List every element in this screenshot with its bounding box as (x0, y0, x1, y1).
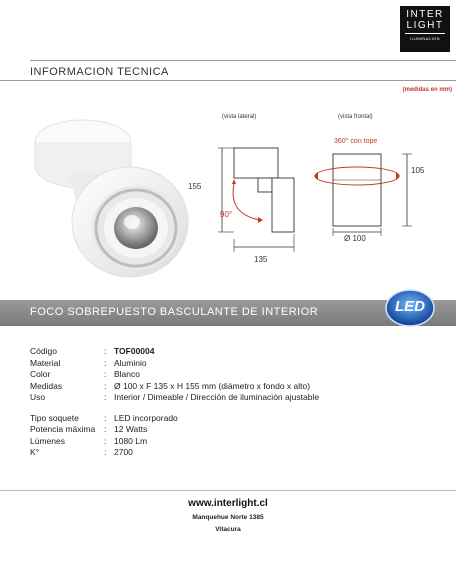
dim-rotation: 360° con tope (334, 138, 378, 145)
spec-separator: : (104, 392, 107, 402)
product-title: FOCO SOBREPUESTO BASCULANTE DE INTERIOR (30, 306, 319, 318)
top-divider (30, 60, 456, 61)
footer-address-line1: Manquehue Norte 1385 (192, 514, 264, 521)
measures-note: (medidas en mm) (402, 87, 452, 93)
led-badge-text: LED (395, 298, 425, 315)
product-photo (28, 104, 198, 284)
spec-separator: : (104, 357, 107, 368)
spec-key: K° (30, 447, 40, 457)
dim-tilt: 90° (220, 210, 233, 219)
front-view-diagram (310, 146, 420, 246)
spec-value: LED incorporado (114, 412, 178, 423)
spec-value: Aluminio (114, 357, 147, 368)
spec-row-kelvin (30, 447, 319, 459)
spec-value: TOF00004 (114, 346, 155, 356)
spec-separator: : (104, 380, 107, 391)
spec-separator: : (104, 447, 107, 457)
spec-row-use (30, 392, 319, 404)
spec-separator: : (104, 346, 107, 356)
spec-row-material (30, 358, 319, 370)
section-title: INFORMACION TECNICA (30, 66, 169, 78)
spec-value: Ø 100 x F 135 x H 155 mm (diámetro x fondo x alto) (114, 380, 311, 391)
dim-front-height: 105 (411, 166, 425, 175)
spec-key: Uso (30, 392, 46, 402)
side-view-label: (vista lateral) (222, 114, 257, 120)
spec-key: Tipo soquete (30, 412, 79, 423)
brand-logo (400, 6, 450, 52)
spec-value: Interior / Dimeable / Dirección de iluminación ajustable (114, 392, 320, 402)
spec-key: Potencia máxima (30, 424, 96, 434)
dim-depth: 135 (254, 255, 268, 264)
logo-divider (405, 33, 445, 34)
spec-value: Blanco (114, 369, 140, 379)
spec-row-socket (30, 413, 319, 425)
spec-row-code (30, 346, 319, 358)
brand-line2: LIGHT (406, 20, 444, 31)
spec-row-lumens (30, 436, 319, 448)
footer-url-link[interactable]: www.interlight.cl (188, 498, 268, 509)
footer-address-line2: Vitacura (215, 526, 241, 533)
spec-value: 12 Watts (114, 424, 148, 434)
spec-key: Medidas (30, 380, 63, 391)
spec-row-power (30, 424, 319, 436)
spec-separator: : (104, 435, 107, 446)
side-view-diagram (200, 122, 310, 272)
brand-line1: INTER (406, 9, 444, 20)
spec-table (30, 346, 319, 459)
front-view-label: (vista frontal) (338, 114, 373, 120)
brand-line3: ILUMINACION (410, 36, 440, 41)
spec-key: Color (30, 369, 51, 379)
dim-height: 155 (188, 182, 202, 191)
spec-row-measures (30, 381, 319, 393)
section-divider (0, 80, 456, 81)
spec-key: Lúmenes (30, 435, 65, 446)
spec-key: Código (30, 346, 57, 356)
spec-key: Material (30, 357, 61, 368)
spec-separator: : (104, 424, 107, 434)
spec-value: 2700 (114, 447, 133, 457)
spec-row-color (30, 369, 319, 381)
spec-separator: : (104, 412, 107, 423)
spec-separator: : (104, 369, 107, 379)
dim-diameter: Ø 100 (344, 234, 366, 243)
footer-divider (0, 490, 456, 491)
spec-value: 1080 Lm (114, 435, 148, 446)
